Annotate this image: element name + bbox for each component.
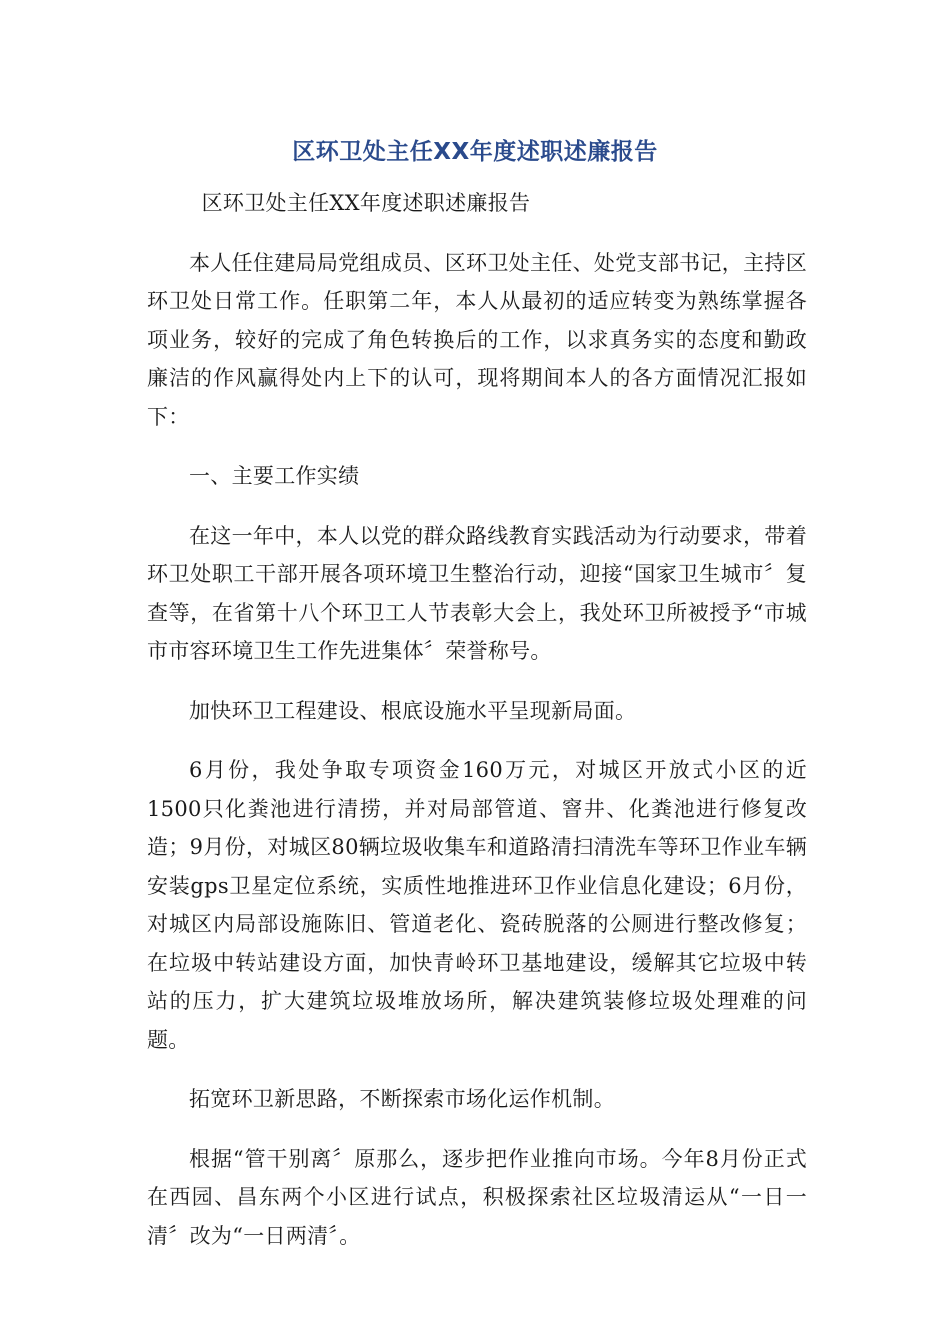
market-paragraph: 根据“管干别离〞原那么，逐步把作业推向市场。今年8月份正式在西园、昌东两个小区进行试点，积极探索社区垃圾清运从“一日一清〞改为“一日两清〞。 bbox=[147, 1146, 807, 1248]
achievements-paragraph: 在这一年中，本人以党的群众路线教育实践活动为行动要求，带着环卫处职工干部开展各项环境卫生整治行动，迎接“国家卫生城市〞复查等，在省第十八个环卫工人节表彰大会上，我处环卫所被授予“市城市市容环境卫生工作先进集体〞荣誉称号。 bbox=[147, 523, 807, 663]
subsection-heading-infrastructure: 加快环卫工程建设、根底设施水平呈现新局面。 bbox=[189, 698, 637, 723]
subsection-heading-market: 拓宽环卫新思路，不断探索市场化运作机制。 bbox=[189, 1087, 615, 1111]
section-heading: 一、主要工作实绩 bbox=[189, 464, 360, 488]
document-title: 区环卫处主任XX年度述职述廉报告 bbox=[292, 139, 658, 165]
subtitle-paragraph: 区环卫处主任XX年度述职述廉报告 bbox=[201, 191, 531, 215]
document-body bbox=[147, 184, 807, 1276]
intro-paragraph: 本人任住建局局党组成员、区环卫处主任、处党支部书记，主持区环卫处日常工作。任职第二年，本人从最初的适应转变为熟练掌握各项业务，较好的完成了角色转换后的工作，以求真务实的态度和勤政廉洁的作风赢得处内上下的认可，现将期间本人的各方面情况汇报如下： bbox=[147, 250, 807, 429]
infrastructure-paragraph: 6月份，我处争取专项资金160万元，对城区开放式小区的近1500只化粪池进行清捞，并对局部管道、窨井、化粪池进行修复改造；9月份，对城区80辆垃圾收集车和道路清扫清洗车等环卫作业车辆安装gps卫星定位系统，实质性地推进环卫作业信息化建设；6月份，对城区内局部设施陈旧、管道老化、瓷砖脱落的公厕进行整改修复；在垃圾中转站建设方面，加快青岭环卫基地建设，缓解其它垃圾中转站的压力，扩大建筑垃圾堆放场所，解决建筑装修垃圾处理难的问题。 bbox=[147, 758, 807, 1052]
